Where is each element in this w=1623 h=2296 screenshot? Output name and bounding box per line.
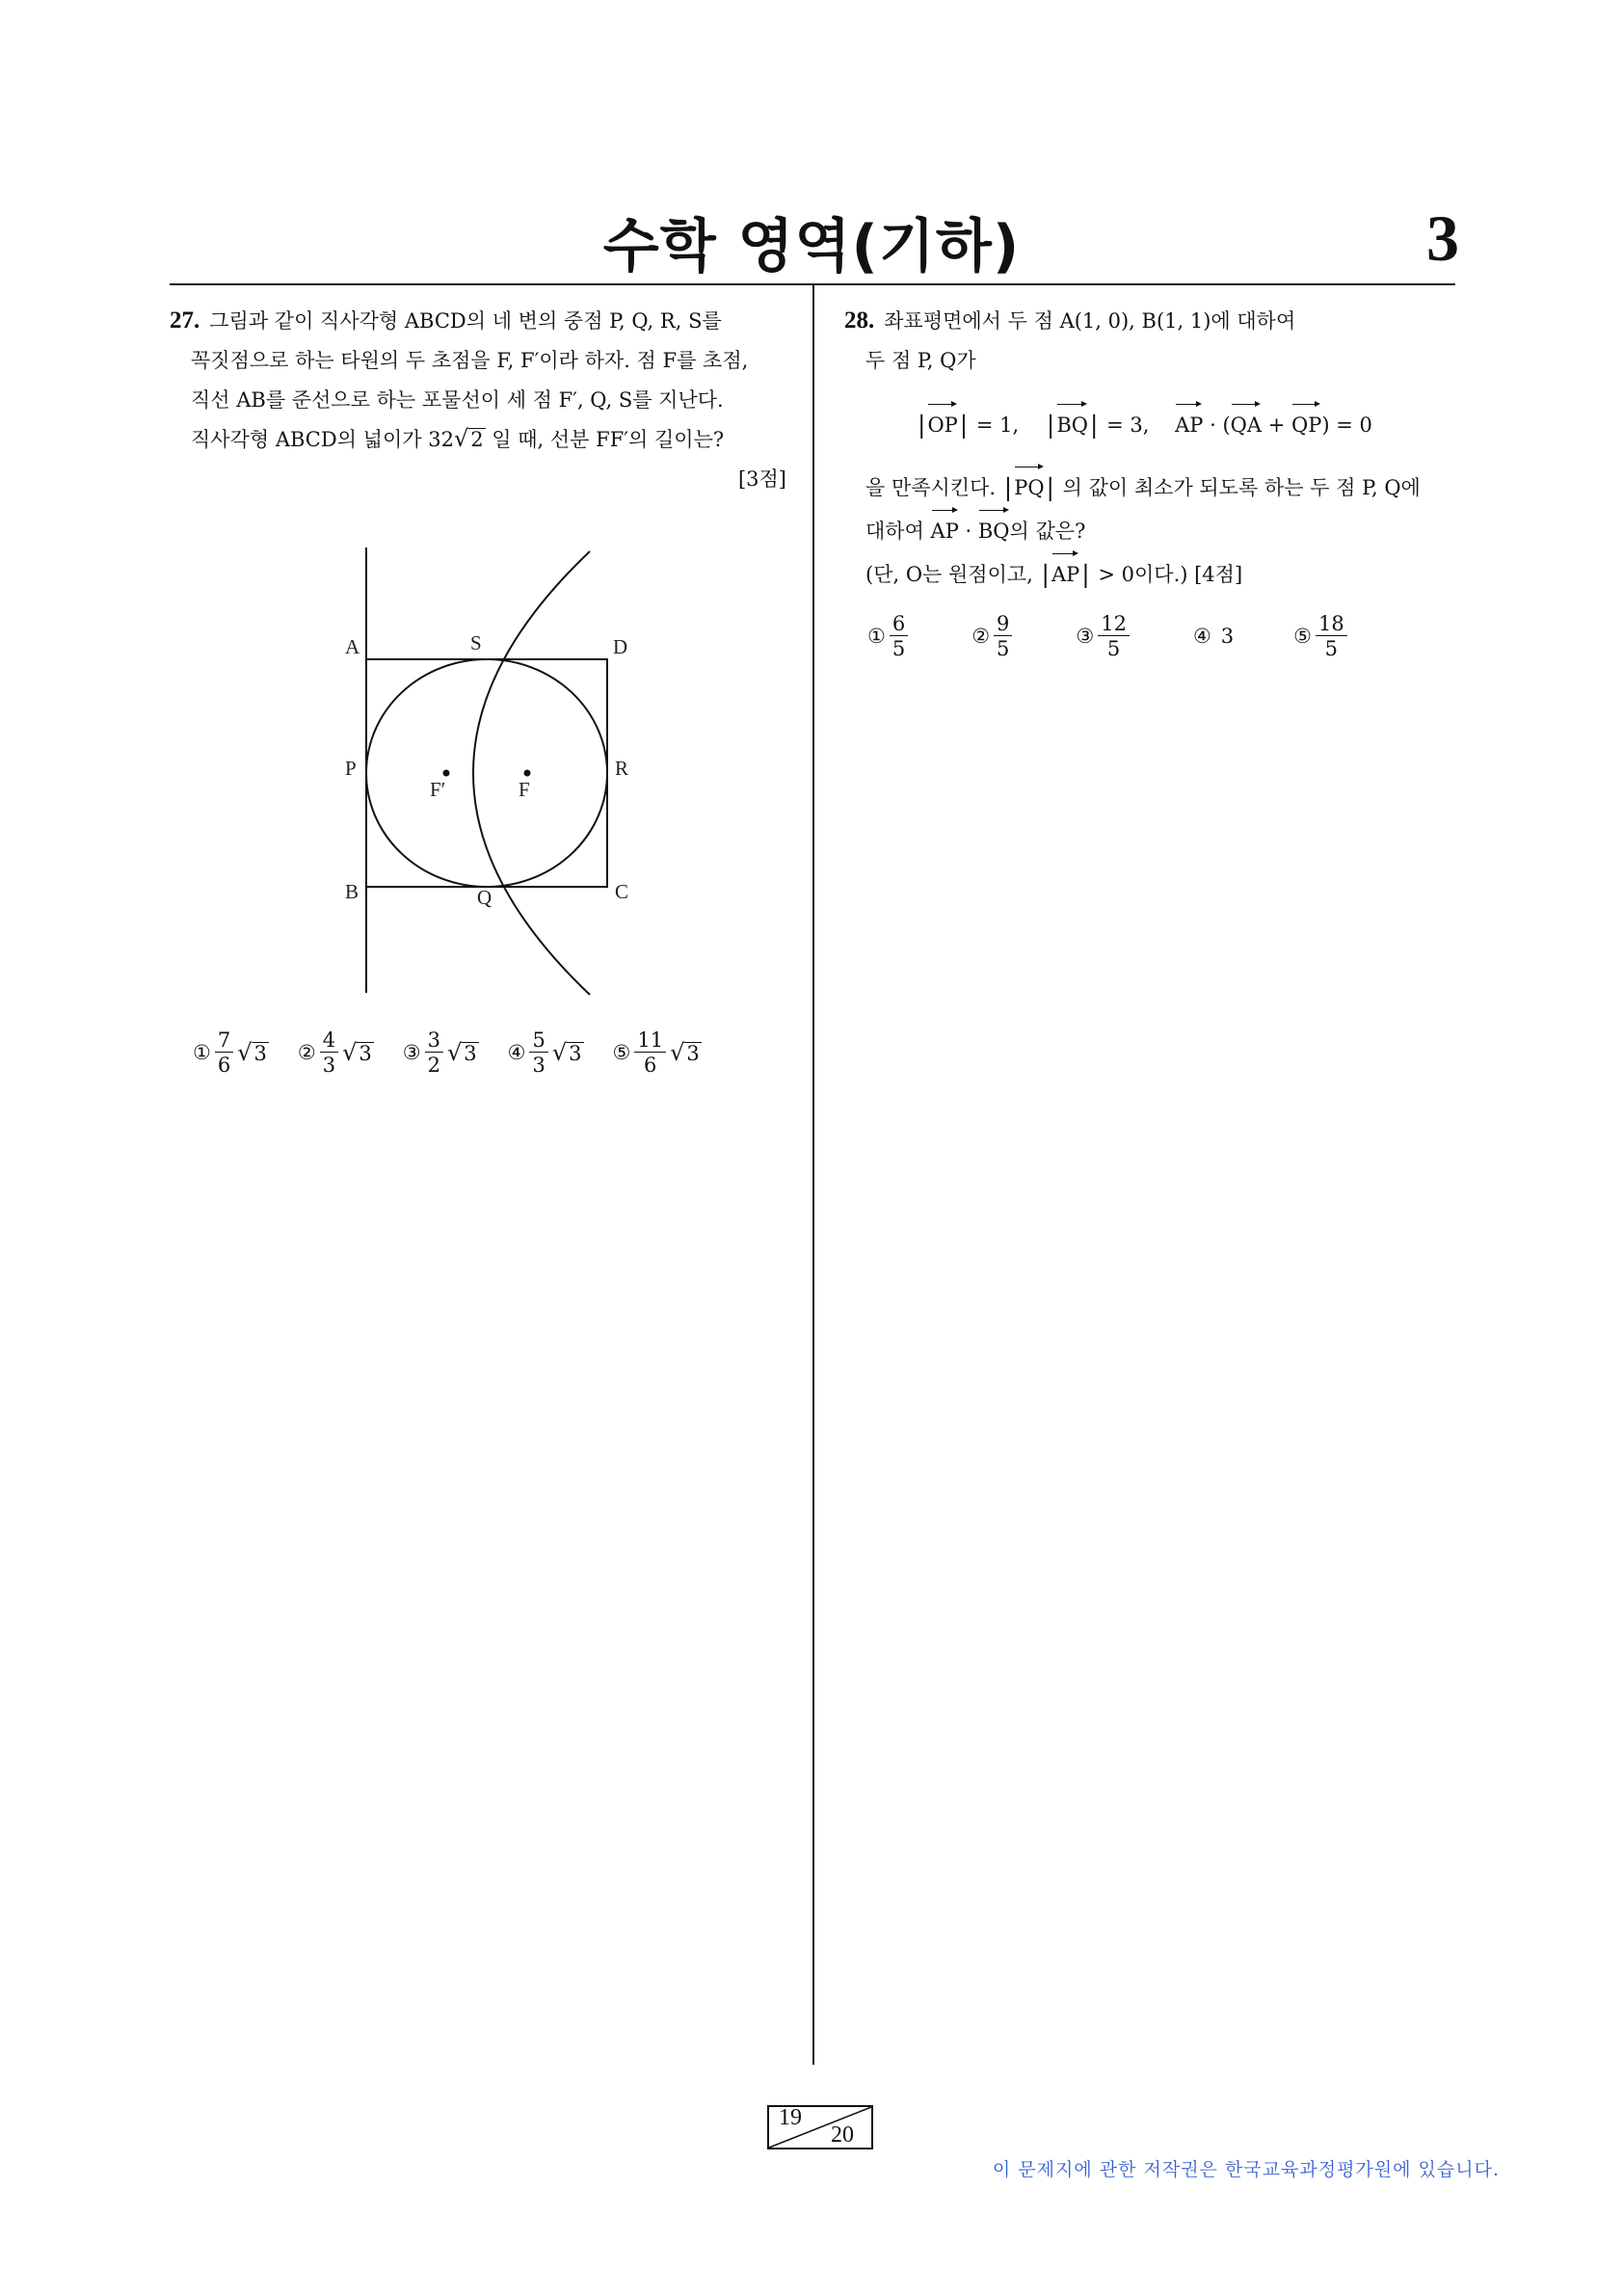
label-f-prime: F′ [430,778,446,801]
vec-ap: AP [1051,551,1079,595]
choice-fraction [320,1029,338,1076]
numerator: 18 [1316,613,1347,636]
denominator: 5 [1106,637,1121,660]
q28-text-5b: > 0이다.) [4점] [1091,563,1243,586]
q27-figure [318,540,629,1002]
q27-choice-4[interactable] [508,1029,584,1076]
choice-mark: ④ [507,1041,526,1064]
choice-fraction [634,1029,666,1076]
column-divider [812,285,814,2065]
choice-fraction [529,1029,547,1076]
q28-text-3a: 을 만족시킨다. [865,476,1002,499]
q28-dot: · [958,520,978,543]
q28-line-1 [844,301,1461,341]
q28-text-4b: 의 값은? [1009,520,1086,543]
choice-mark: ⑤ [612,1041,631,1064]
choice-mark: ④ [1192,625,1211,648]
choice-sqrt: √ 3 [342,1039,372,1066]
focus-f-prime-point [443,770,450,777]
radicand: 3 [686,1042,700,1065]
q27-choice-5[interactable] [613,1029,702,1076]
numerator: 11 [634,1029,666,1053]
abs-bar: | [918,411,926,439]
copyright-notice: 이 문제지에 관한 저작권은 한국교육과정평가원에 있습니다. [992,2159,1500,2180]
q28-text-3b: 의 값이 최소가 되도록 하는 두 점 P, Q에 [1055,476,1421,499]
label-c: C [615,880,629,903]
q27-number: 27. [170,307,200,334]
abs-bar: | [1090,411,1099,439]
parabola [473,551,590,995]
vec-ap: AP [931,508,959,551]
numerator: 4 [320,1029,338,1053]
q28-text-4a: 대하여 [865,520,931,543]
label-s: S [470,631,482,654]
choice-mark: ③ [402,1041,421,1064]
abs-bar: | [959,411,969,439]
q27-text-4b: 일 때, 선분 FF′의 길이는? [485,428,725,451]
label-a: A [345,635,360,658]
page-title: 수학 영역(기하) [602,213,1021,280]
cond-end: ) = 0 [1321,414,1372,437]
choice-mark: ② [297,1041,316,1064]
label-r: R [615,757,629,780]
numerator: 7 [215,1029,233,1053]
choice-mark: ⑤ [1293,625,1312,648]
label-q: Q [477,886,492,909]
q28-choice-3[interactable] [1076,613,1133,659]
q27-text-1: 그림과 같이 직사각형 ABCD의 네 변의 중점 P, Q, R, S를 [209,309,722,333]
denominator: 2 [427,1054,440,1077]
q27-line-1 [170,301,786,341]
abs-bar: | [1046,411,1055,439]
choice-mark: ③ [1076,625,1095,648]
cond-plus: + [1262,414,1291,437]
q27-area-sqrt: √ 2 [453,425,484,452]
choice-fraction [994,613,1012,659]
denominator: 3 [532,1054,545,1077]
q27-choices [193,1029,790,1076]
label-f: F [519,778,530,801]
numerator: 3 [425,1029,443,1053]
q28-text-2: 두 점 P, Q가 [865,349,976,372]
choice-fraction [425,1029,443,1076]
ellipse [366,659,607,887]
q28-choice-5[interactable] [1293,613,1351,659]
page-current: 19 [779,2105,802,2130]
q28-line-4 [844,508,1461,551]
rectangle-abcd [366,659,607,887]
cond-bq-value: = 3, [1100,414,1150,437]
q27-area-radicand: 2 [470,428,484,451]
q27-points: [3점] [737,467,786,491]
radicand: 3 [253,1042,267,1065]
radicand: 3 [569,1042,582,1065]
choice-fraction [1316,613,1347,659]
vec-ap: AP [1175,402,1203,445]
choice-fraction [215,1029,233,1076]
numerator: 12 [1098,613,1130,636]
choice-value: 3 [1220,625,1235,648]
cond-op-value: = 1, [970,414,1020,437]
choice-fraction [890,613,908,659]
choice-mark: ② [971,625,991,648]
q28-choice-2[interactable] [971,613,1016,659]
numerator: 5 [529,1029,547,1053]
cond-dot: · ( [1203,414,1231,437]
abs-bar: | [1046,473,1054,501]
q28-condition [844,402,1461,445]
q28-choice-1[interactable] [867,613,912,659]
vec-bq: BQ [1056,402,1088,445]
numerator: 9 [994,613,1012,636]
vec-bq: BQ [978,508,1010,551]
q27-choice-1[interactable] [193,1029,269,1076]
q28-text-1: 좌표평면에서 두 점 A(1, 0), B(1, 1)에 대하여 [884,309,1296,333]
choice-sqrt: √ 3 [670,1039,700,1066]
q28-line-3 [844,465,1461,508]
q27-text-4a: 직사각형 ABCD의 넓이가 32 [191,428,454,451]
page-total: 20 [831,2122,854,2148]
vec-pq: PQ [1014,465,1044,508]
radicand: 3 [464,1042,477,1065]
q28-line-5 [844,551,1461,595]
denominator: 6 [644,1054,657,1077]
denominator: 5 [997,637,1010,660]
label-d: D [613,635,628,658]
choice-mark: ① [193,1041,211,1064]
q28-choices [867,613,1446,659]
choice-mark: ① [867,625,886,648]
q27-choice-3[interactable] [403,1029,479,1076]
denominator: 6 [217,1054,231,1077]
label-p: P [345,757,357,780]
denominator: 5 [891,637,906,660]
page-number: 3 [1426,201,1459,275]
numerator: 6 [890,613,908,636]
choice-sqrt: √ 3 [237,1039,267,1066]
abs-bar: | [1003,473,1013,501]
q27-choice-2[interactable] [298,1029,374,1076]
q28-number: 28. [844,307,875,334]
label-b: B [345,880,359,903]
radicand: 3 [359,1042,372,1065]
abs-bar: | [1041,560,1050,588]
vec-qa: QA [1231,402,1262,445]
choice-sqrt: √ 3 [446,1039,477,1066]
vec-qp: QP [1291,402,1321,445]
focus-f-point [524,770,531,777]
choice-fraction [1098,613,1130,659]
q28-choice-4[interactable] [1193,613,1234,659]
q28-text-5a: (단, O는 원점이고, [865,563,1040,586]
q27-text-3: 직선 AB를 준선으로 하는 포물선이 세 점 F′, Q, S를 지난다. [191,388,724,412]
q27-text-2: 꼭짓점으로 하는 타원의 두 초점을 F, F′이라 하자. 점 F를 초점, [191,349,749,372]
choice-sqrt: √ 3 [551,1039,582,1066]
question-27 [170,301,786,499]
abs-bar: | [1081,560,1090,588]
question-28 [844,301,1461,595]
denominator: 5 [1324,637,1339,660]
q27-line-4 [170,420,786,460]
vec-op: OP [927,402,957,445]
denominator: 3 [322,1054,336,1077]
